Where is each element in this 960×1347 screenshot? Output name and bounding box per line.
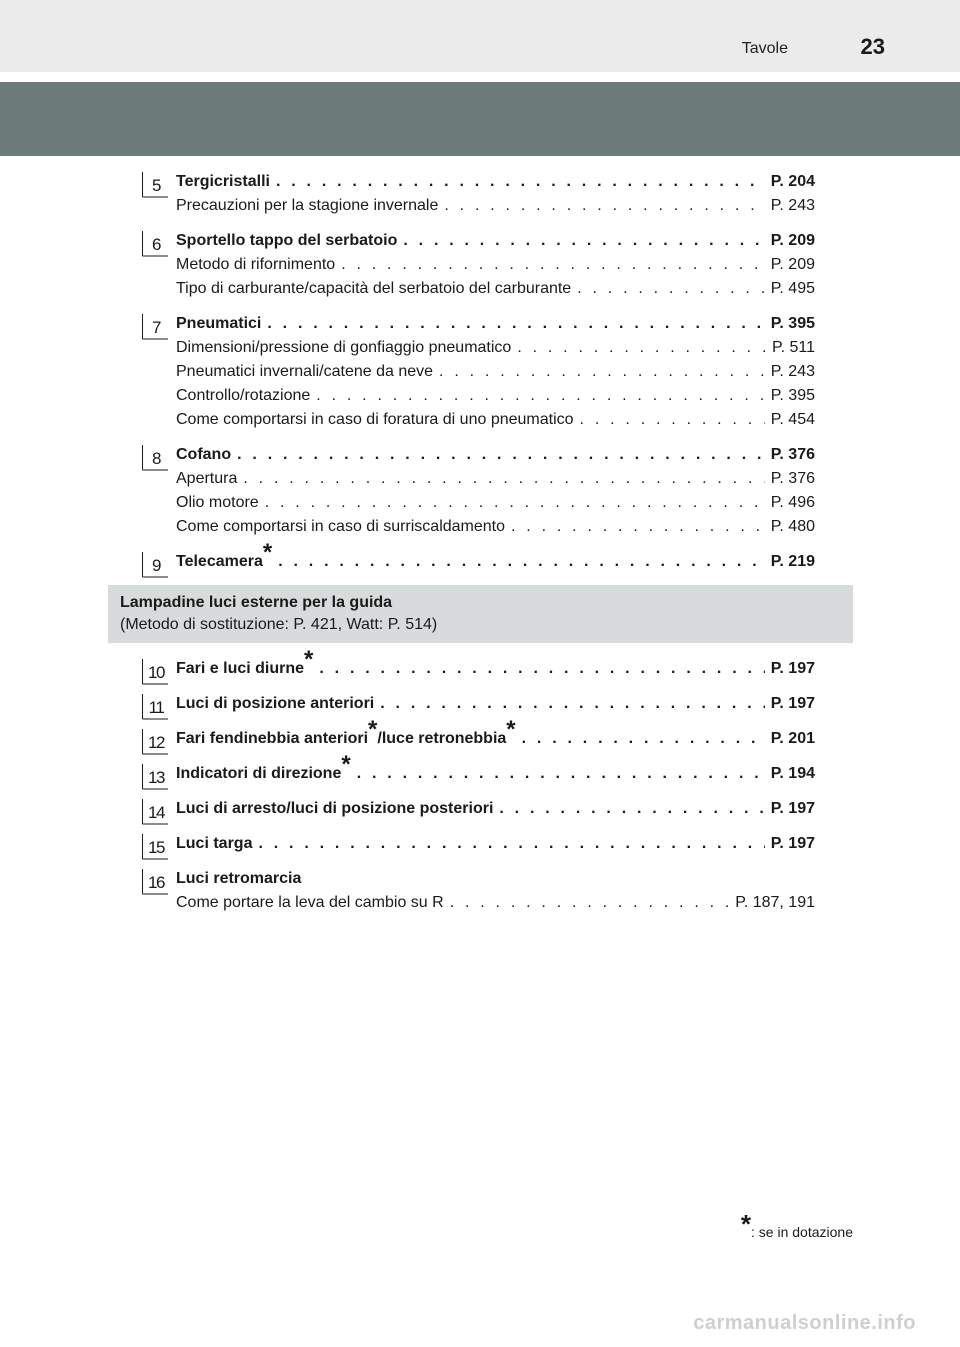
entry-number-icon [142,171,168,198]
entry-label: Cofano [176,446,232,463]
entry-sub-row [176,253,815,277]
page-ref: P. 376 [770,470,815,487]
index-content [0,170,960,926]
entry-number: 14 [148,803,164,822]
lights-box-subtitle: (Metodo di sostituzione: P. 421, Watt: P. 514) [120,616,438,633]
dot-leader [258,832,764,856]
dot-leader [580,408,765,432]
entry-main-row [176,443,815,467]
index-entry [0,867,815,915]
footnote-text: : se in dotazione [751,1224,853,1240]
page-ref: P. 243 [770,363,815,380]
page-ref: P. 495 [770,280,815,297]
entry-label: Fari fendinebbia anteriori*/luce retronebbia* [176,716,516,747]
optional-star: * [368,716,378,743]
entry-label: Luci targa [176,835,253,852]
index-entry [0,229,815,301]
sub-label: Dimensioni/pressione di gonfiaggio pneumatico [176,339,512,356]
dot-leader [267,312,764,336]
dot-leader [522,727,765,751]
page-ref: P. 454 [770,411,815,428]
entry-main-row [176,692,815,716]
entry-number: 8 [152,449,160,468]
dot-leader [577,277,765,301]
entry-sub-row [176,384,815,408]
entry-sub-row [176,891,815,915]
sub-label: Olio motore [176,494,259,511]
entry-number-icon [142,868,168,895]
entry-number-icon [142,693,168,720]
lights-list [0,646,960,915]
entry-number: 13 [148,768,164,787]
lights-info-box [108,585,853,643]
entry-number: 10 [148,663,164,682]
entry-number: 6 [152,235,160,254]
watermark-logo: carmanualsonline.info [693,1312,916,1334]
page-ref: P. 511 [771,339,815,356]
optional-star: * [304,646,314,673]
entry-number-icon [142,444,168,471]
sub-label: Tipo di carburante/capacità del serbatoio del carburante [176,280,572,297]
page-ref: P. 496 [770,494,815,511]
footnote [740,1209,853,1240]
index-entry [0,443,815,539]
entry-label: Fari e luci diurne* [176,646,314,677]
dot-leader [439,360,765,384]
entry-label: Indicatori di direzione* [176,751,351,782]
component-list [0,170,960,574]
entry-main-row [176,867,815,891]
sub-label: Apertura [176,470,238,487]
entry-number: 12 [148,733,164,752]
dot-leader [380,692,765,716]
entry-label: Telecamera* [176,539,273,570]
dot-leader [243,467,764,491]
dot-leader [357,762,765,786]
dot-leader [341,253,765,277]
sub-label: Pneumatici invernali/catene da neve [176,363,434,380]
entry-sub-row [176,194,815,218]
entry-main-row [176,646,815,681]
dot-leader [403,229,764,253]
entry-number-icon [142,230,168,257]
entry-sub-row [176,277,815,301]
dot-leader [511,515,765,539]
entry-label: Tergicristalli [176,173,270,190]
entry-number: 15 [148,838,164,857]
entry-number-icon [142,313,168,340]
sub-label: Precauzioni per la stagione invernale [176,197,439,214]
entry-main-row [176,832,815,856]
page-ref: P. 395 [770,315,815,332]
footnote-star: * [740,1209,752,1239]
lights-box-title: Lampadine luci esterne per la guida [120,594,393,611]
entry-number: 5 [152,176,160,195]
entry-number-icon [142,833,168,860]
entry-number: 7 [152,318,160,337]
page-ref: P. 197 [770,695,815,712]
page-ref: P. 219 [770,553,815,570]
page-ref: P. 201 [770,730,815,747]
index-entry [0,692,815,716]
entry-sub-row [176,491,815,515]
page-ref: P. 194 [770,765,815,782]
dot-leader [450,891,730,915]
page-ref: P. 204 [770,173,815,190]
page-ref: P. 197 [770,660,815,677]
index-entry [0,646,815,682]
entry-number-icon [142,798,168,825]
dot-leader [265,491,765,515]
index-entry [0,716,815,752]
entry-label: Sportello tappo del serbatoio [176,232,398,249]
entry-number-icon [142,763,168,790]
sub-label: Controllo/rotazione [176,387,311,404]
entry-main-row [176,751,815,786]
optional-star: * [262,539,273,566]
page-ref: P. 197 [770,835,815,852]
entry-sub-row [176,515,815,539]
entry-number-icon [142,658,168,685]
page-ref: P. 187, 191 [735,894,815,911]
entry-main-row [176,716,815,751]
index-entry [0,170,815,218]
entry-label: Luci di posizione anteriori [176,695,375,712]
index-entry [0,539,815,575]
entry-main-row [176,229,815,253]
entry-number: 16 [148,873,164,892]
entry-number-icon [142,728,168,755]
entry-label: Luci di arresto/luci di posizione posteriori [176,800,494,817]
entry-main-row [176,170,815,194]
page-ref: P. 480 [770,518,815,535]
entry-main-row [176,539,815,574]
page-ref: P. 376 [770,446,815,463]
entry-sub-row [176,360,815,384]
dot-leader [319,657,764,681]
entry-sub-row [176,467,815,491]
dot-leader [517,336,766,360]
index-entry [0,312,815,432]
sub-label: Come portare la leva del cambio su R [176,894,444,911]
page-number: 23 [860,34,885,59]
dot-leader [444,194,764,218]
index-entry [0,832,815,856]
dot-leader [278,550,765,574]
dot-leader [316,384,765,408]
sub-label: Come comportarsi in caso di foratura di uno pneumatico [176,411,574,428]
entry-main-row [176,312,815,336]
page-ref: P. 209 [770,256,815,273]
sub-label: Metodo di rifornimento [176,256,336,273]
dot-leader [237,443,765,467]
entry-number: 9 [152,556,160,575]
entry-main-row [176,797,815,821]
page-ref: P. 243 [770,197,815,214]
header-band [0,0,960,72]
index-entry [0,751,815,787]
entry-sub-row [176,408,815,432]
entry-number-icon [142,551,168,578]
dot-leader [276,170,765,194]
page-ref: P. 209 [770,232,815,249]
index-entry [0,797,815,821]
optional-star: * [341,751,351,778]
entry-sub-row [176,336,815,360]
entry-label: Pneumatici [176,315,262,332]
header-image-band [0,82,960,156]
section-title: Tavole [741,40,788,57]
sub-label: Come comportarsi in caso di surriscaldamento [176,518,506,535]
optional-star: * [506,716,516,743]
page-ref: P. 197 [770,800,815,817]
entry-number: 11 [148,698,164,717]
dot-leader [499,797,764,821]
entry-label: Luci retromarcia [176,870,302,887]
page-ref: P. 395 [770,387,815,404]
